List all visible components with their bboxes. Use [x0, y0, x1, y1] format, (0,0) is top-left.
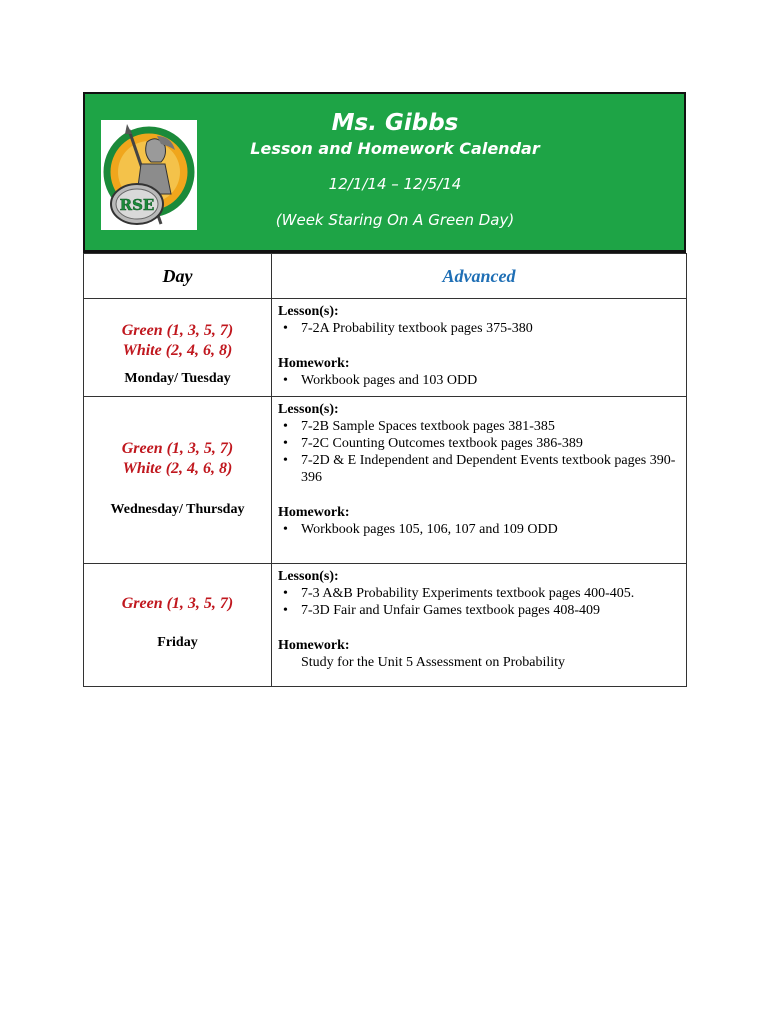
day-cell: [84, 564, 272, 687]
table-header-row: [84, 254, 687, 299]
day-name: Monday/ Tuesday: [124, 371, 231, 386]
svg-text:RSE: RSE: [119, 196, 155, 214]
list-item: • 7-2D & E Independent and Dependent Events textbook pages 390-396: [301, 452, 680, 486]
green-cycle: Green (1, 3, 5, 7): [121, 595, 234, 612]
lesson-label: Lesson(s):: [278, 304, 339, 319]
list-item: • Workbook pages 105, 106, 107 and 109 ODD: [301, 521, 680, 538]
content-cell: [272, 564, 687, 687]
title-block: [225, 108, 565, 230]
content-cell: [272, 299, 687, 397]
white-cycle: White (2, 4, 6, 8): [122, 460, 233, 477]
day-cell: [84, 299, 272, 397]
lesson-list: [278, 418, 680, 486]
lesson-label: Lesson(s):: [278, 569, 339, 584]
lesson-list: [278, 320, 680, 337]
teacher-name: Ms. Gibbs: [331, 110, 459, 136]
list-item: • 7-3D Fair and Unfair Games textbook pages 408-409: [301, 602, 680, 619]
date-range: 12/1/14 – 12/5/14: [328, 175, 462, 193]
lesson-label: Lesson(s):: [278, 402, 339, 417]
list-item: • 7-2A Probability textbook pages 375-380: [301, 320, 680, 337]
lesson-list: [278, 585, 680, 619]
green-cycle: Green (1, 3, 5, 7): [121, 440, 234, 457]
calendar-subtitle: Lesson and Homework Calendar: [250, 139, 540, 158]
day-cell: [84, 397, 272, 564]
table-row: [84, 397, 687, 564]
day-name: Friday: [157, 635, 198, 650]
homework-label: Homework:: [278, 356, 350, 371]
list-item: • 7-3 A&B Probability Experiments textbook pages 400-405.: [301, 585, 680, 602]
green-cycle: Green (1, 3, 5, 7): [121, 322, 234, 339]
spartan-logo-icon: [101, 120, 197, 230]
homework-list: [278, 521, 680, 538]
table-row: [84, 564, 687, 687]
column-header-advanced: Advanced: [272, 254, 687, 299]
calendar-document: [83, 92, 686, 687]
list-item: • 7-2B Sample Spaces textbook pages 381-385: [301, 418, 680, 435]
homework-label: Homework:: [278, 638, 350, 653]
homework-text: Study for the Unit 5 Assessment on Probability: [301, 655, 566, 670]
week-note: (Week Staring On A Green Day): [275, 211, 515, 229]
column-header-day: Day: [84, 254, 272, 299]
school-logo: [101, 120, 197, 230]
list-item: • Workbook pages and 103 ODD: [301, 372, 680, 389]
day-name: Wednesday/ Thursday: [110, 502, 245, 517]
homework-label: Homework:: [278, 505, 350, 520]
calendar-table: [83, 253, 687, 687]
homework-list: [278, 372, 680, 389]
table-row: [84, 299, 687, 397]
content-cell: [272, 397, 687, 564]
list-item: • 7-2C Counting Outcomes textbook pages 386-389: [301, 435, 680, 452]
white-cycle: White (2, 4, 6, 8): [122, 342, 233, 359]
header-banner: [83, 92, 686, 253]
